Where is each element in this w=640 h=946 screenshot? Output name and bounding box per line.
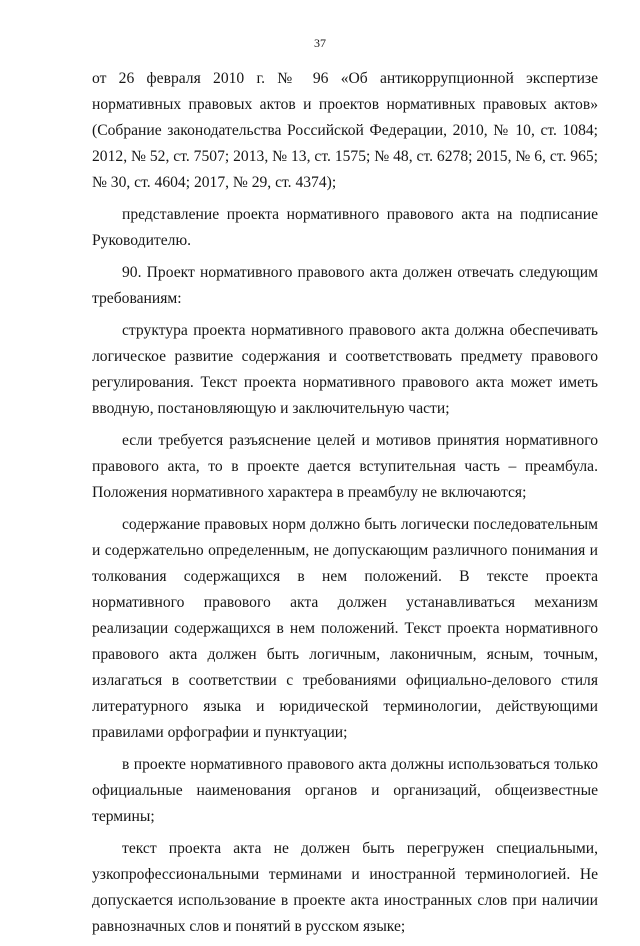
paragraph-item-90: 90. Проект нормативного правового акта должен отвечать следующим требованиям: bbox=[92, 264, 598, 307]
paragraph-law-reference: от 26 февраля 2010 г. № 96 «Об антикоррупционной экспертизе нормативных правовых актов и проектов нормативных правовых актов» (Собрание законодательства Российской Федерации, 2010, № 10, ст. 1084; 2012, № 52, ст. 7507; 2013, № 13, ст. 1575; № 48, ст. 6278; 2015, № 6, ст. 965; № 30, ст. 4604; 2017, № 29, ст. 4374); bbox=[92, 70, 598, 191]
paragraph-structure: структура проекта нормативного правового акта должна обеспечивать логическое развитие содержания и соответствовать предмету правового регулирования. Текст проекта нормативного правового акта может иметь вводную, постановляющую и заключительную части; bbox=[92, 322, 598, 417]
paragraph-submission: представление проекта нормативного правового акта на подписание Руководителю. bbox=[92, 206, 598, 249]
paragraph-legal-norms: содержание правовых норм должно быть логически последовательным и содержательно определенным, не допускающим различного понимания и толкования содержащихся в нем положений. В тексте проекта нормативного правового акта должен устанавливаться механизм реализации содержащихся в нем положений. Текст проекта нормативного правового акта должен быть логичным, лаконичным, ясным, точным, излагаться в соответствии с требованиями официально-делового стиля литературного языка и юридической терминологии, действующими правилами орфографии и пунктуации; bbox=[92, 516, 598, 741]
paragraph-official-names: в проекте нормативного правового акта должны использоваться только официальные наименования органов и организаций, общеизвестные термины; bbox=[92, 756, 598, 825]
document-body bbox=[92, 66, 598, 946]
paragraph-terminology: текст проекта акта не должен быть перегружен специальными, узкопрофессиональными терминами и иностранной терминологией. Не допускается использование в проекте акта иностранных слов при наличии равнозначных слов и понятий в русском языке; bbox=[92, 840, 598, 935]
page-number: 37 bbox=[314, 36, 326, 50]
paragraph-preamble: если требуется разъяснение целей и мотивов принятия нормативного правового акта, то в проекте дается вступительная часть – преамбула. Положения нормативного характера в преамбулу не включаются; bbox=[92, 432, 598, 501]
